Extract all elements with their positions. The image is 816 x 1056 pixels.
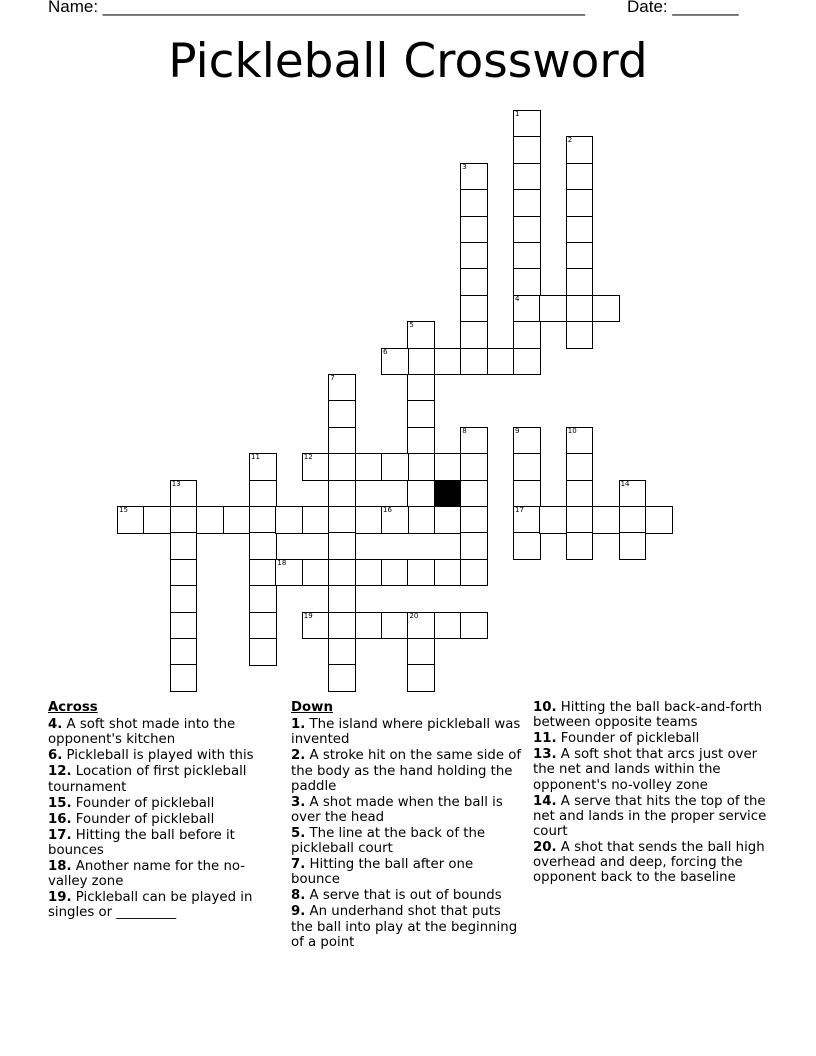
clue-text: Hitting the ball back-and-forth between opposite teams	[533, 700, 763, 731]
grid-cell[interactable]	[249, 559, 277, 587]
grid-cell[interactable]	[566, 427, 594, 455]
grid-cell[interactable]	[328, 506, 356, 534]
grid-cell[interactable]	[302, 453, 330, 481]
grid-cell[interactable]	[513, 136, 541, 164]
grid-cell[interactable]	[170, 480, 198, 508]
grid-cell[interactable]	[275, 559, 303, 587]
clue-number: 6	[383, 347, 388, 356]
grid-cell[interactable]	[170, 532, 198, 560]
grid-cell[interactable]	[460, 163, 488, 191]
clue-number: 15	[119, 506, 128, 514]
grid-cell[interactable]	[170, 612, 198, 640]
grid-cell[interactable]	[407, 506, 435, 534]
grid-cell[interactable]	[513, 321, 541, 349]
clue-number: 12	[303, 453, 313, 462]
grid-cell[interactable]	[566, 321, 594, 349]
grid-cell[interactable]	[328, 427, 356, 455]
clue-number: 8	[462, 426, 467, 435]
grid-cell[interactable]	[328, 400, 356, 428]
clue-item	[48, 764, 273, 794]
grid-cell[interactable]	[460, 427, 488, 455]
grid-cell[interactable]	[170, 585, 198, 613]
clue-text: Founder of pickleball	[71, 795, 215, 811]
grid-cell[interactable]	[566, 216, 594, 244]
clue-text: Location of first pickleball tournament	[48, 764, 247, 795]
grid-cell[interactable]	[460, 506, 488, 534]
clue-number-label: 12.	[48, 764, 72, 780]
grid-cell[interactable]	[275, 506, 303, 534]
down-clues-continued	[533, 700, 773, 886]
grid-cell[interactable]	[170, 638, 198, 666]
clue-number: 10	[567, 426, 577, 435]
grid-cell[interactable]	[407, 400, 435, 428]
grid-cell[interactable]	[566, 532, 594, 560]
grid-cell[interactable]	[513, 532, 541, 560]
clue-item	[48, 796, 273, 811]
grid-cell[interactable]	[407, 427, 435, 455]
clue-number-label: 10.	[533, 700, 557, 715]
clue-number-label: 11.	[533, 731, 557, 747]
clue-number: 4	[515, 294, 520, 303]
across-clues	[48, 700, 273, 921]
grid-cell[interactable]	[328, 612, 356, 640]
clue-number-label: 16.	[48, 811, 72, 827]
clue-number-label: 2.	[291, 748, 306, 764]
grid-cell[interactable]	[381, 559, 409, 587]
grid-cell[interactable]	[566, 268, 594, 296]
grid-cell[interactable]	[381, 506, 409, 534]
grid-cell[interactable]	[460, 559, 488, 587]
clue-text: A serve that is out of bounds	[305, 888, 502, 904]
clue-text: A stroke hit on the same side of the body as the hand holding the paddle	[291, 748, 522, 794]
grid-cell[interactable]	[302, 506, 330, 534]
across-heading: Across	[48, 700, 98, 715]
grid-cell[interactable]	[328, 453, 356, 481]
grid-cell[interactable]	[487, 348, 515, 376]
clue-text: A soft shot that arcs just over the net and lands within the opponent's no-volley zone	[533, 747, 758, 793]
clue-number: 1	[515, 110, 520, 118]
clue-number: 13	[171, 479, 181, 488]
grid-cell[interactable]	[355, 506, 383, 534]
clue-item	[533, 731, 773, 746]
down-clues	[291, 700, 523, 951]
clue-item	[291, 826, 523, 856]
grid-cell[interactable]	[170, 664, 198, 692]
grid-cell[interactable]	[539, 506, 567, 534]
grid-cell[interactable]	[381, 612, 409, 640]
clue-number-label: 19.	[48, 890, 72, 906]
grid-cell[interactable]	[434, 348, 462, 376]
clue-number-label: 9.	[291, 904, 306, 920]
grid-cell[interactable]	[513, 216, 541, 244]
clue-item	[48, 890, 273, 920]
grid-cell[interactable]	[513, 110, 541, 138]
clue-item	[48, 859, 273, 889]
grid-cell[interactable]	[513, 453, 541, 481]
grid-cell[interactable]	[117, 506, 145, 534]
grid-cell[interactable]	[407, 374, 435, 402]
clue-number: 14	[620, 479, 630, 488]
clue-text: A shot made when the ball is over the head	[291, 794, 503, 826]
clue-item	[533, 840, 773, 886]
clue-number: 19	[303, 611, 313, 620]
grid-cell[interactable]	[460, 189, 488, 217]
grid-cell[interactable]	[407, 638, 435, 666]
clue-text: Pickleball can be played in singles or _________	[48, 890, 253, 921]
grid-cell[interactable]	[619, 532, 647, 560]
grid-cell[interactable]	[513, 348, 541, 376]
grid-cell[interactable]	[249, 612, 277, 640]
grid-cell[interactable]	[619, 506, 647, 534]
grid-cell[interactable]	[381, 453, 409, 481]
grid-cell[interactable]	[460, 480, 488, 508]
clue-number: 17	[515, 506, 524, 514]
grid-cell[interactable]	[460, 321, 488, 349]
black-cell	[434, 480, 462, 508]
grid-cell[interactable]	[328, 559, 356, 587]
grid-cell[interactable]	[143, 506, 171, 534]
grid-cell[interactable]	[566, 295, 594, 323]
grid-cell[interactable]	[407, 559, 435, 587]
grid-cell[interactable]	[513, 427, 541, 455]
clue-number-label: 20.	[533, 840, 557, 856]
grid-cell[interactable]	[566, 136, 594, 164]
grid-cell[interactable]	[513, 506, 541, 534]
clue-item	[533, 794, 773, 840]
grid-cell[interactable]	[513, 480, 541, 508]
clue-number-label: 6.	[48, 748, 63, 764]
grid-cell[interactable]	[407, 664, 435, 692]
name-field-label: Name: ___________________________________________________	[48, 0, 585, 16]
grid-cell[interactable]	[566, 480, 594, 508]
grid-cell[interactable]	[249, 506, 277, 534]
clue-item	[48, 812, 273, 827]
clue-text: Founder of pickleball	[556, 731, 700, 747]
clue-text: Founder of pickleball	[71, 811, 215, 827]
grid-cell[interactable]	[328, 664, 356, 692]
clue-number-label: 17.	[48, 827, 72, 843]
clue-item	[48, 717, 273, 747]
clue-text: The line at the back of the pickleball court	[291, 826, 486, 857]
grid-cell[interactable]	[434, 612, 462, 640]
page-title: Pickleball Crossword	[168, 34, 648, 89]
grid-cell[interactable]	[460, 242, 488, 270]
clue-number: 3	[462, 162, 467, 171]
grid-cell[interactable]	[513, 189, 541, 217]
grid-cell[interactable]	[460, 348, 488, 376]
clue-number: 7	[330, 374, 335, 382]
grid-cell[interactable]	[460, 216, 488, 244]
grid-cell[interactable]	[566, 242, 594, 270]
date-field-label: Date: _______	[627, 0, 739, 16]
grid-cell[interactable]	[249, 453, 277, 481]
grid-cell[interactable]	[566, 189, 594, 217]
grid-cell[interactable]	[328, 532, 356, 560]
grid-cell[interactable]	[223, 506, 251, 534]
grid-cell[interactable]	[249, 532, 277, 560]
grid-cell[interactable]	[460, 612, 488, 640]
clue-text: A shot that sends the ball high overhead and deep, forcing the opponent back to the baseline	[533, 840, 765, 886]
grid-cell[interactable]	[328, 585, 356, 613]
grid-cell[interactable]	[302, 559, 330, 587]
grid-cell[interactable]	[407, 612, 435, 640]
clue-number-label: 7.	[291, 857, 306, 873]
grid-cell[interactable]	[513, 163, 541, 191]
clue-item	[48, 828, 273, 858]
grid-cell[interactable]	[355, 612, 383, 640]
clue-number-label: 3.	[291, 794, 306, 810]
grid-cell[interactable]	[513, 295, 541, 323]
clue-item	[291, 717, 523, 747]
clue-number: 9	[515, 426, 520, 435]
clue-text: Hitting the ball after one bounce	[291, 857, 474, 888]
clue-item	[291, 904, 523, 950]
grid-cell[interactable]	[170, 506, 198, 534]
clue-item	[533, 747, 773, 793]
grid-cell[interactable]	[566, 506, 594, 534]
grid-cell[interactable]	[460, 532, 488, 560]
clue-number: 20	[409, 611, 419, 620]
down-heading: Down	[291, 700, 333, 715]
grid-cell[interactable]	[434, 453, 462, 481]
clue-item	[291, 795, 523, 825]
clue-number-label: 14.	[533, 793, 557, 809]
grid-cell[interactable]	[249, 638, 277, 666]
grid-cell[interactable]	[434, 506, 462, 534]
grid-cell[interactable]	[539, 295, 567, 323]
clue-item	[291, 888, 523, 903]
clue-item	[533, 700, 773, 730]
clue-number: 11	[251, 453, 260, 462]
clue-number: 16	[383, 506, 392, 514]
grid-cell[interactable]	[460, 295, 488, 323]
grid-cell[interactable]	[592, 295, 620, 323]
grid-cell[interactable]	[407, 480, 435, 508]
grid-cell[interactable]	[407, 348, 435, 376]
grid-cell[interactable]	[302, 612, 330, 640]
clue-item	[291, 748, 523, 794]
grid-cell[interactable]	[355, 453, 383, 481]
grid-cell[interactable]	[460, 268, 488, 296]
clue-number-label: 13.	[533, 747, 557, 763]
grid-cell[interactable]	[513, 268, 541, 296]
clue-number-label: 8.	[291, 888, 306, 904]
clue-number: 5	[409, 321, 414, 330]
clue-text: An underhand shot that puts the ball into play at the beginning of a point	[291, 904, 518, 950]
grid-cell[interactable]	[196, 506, 224, 534]
clue-item	[48, 748, 273, 763]
grid-cell[interactable]	[434, 559, 462, 587]
clue-text: A serve that hits the top of the net and lands in the proper service court	[533, 793, 767, 840]
clue-text: Another name for the no-valley zone	[48, 858, 246, 890]
clue-text: A soft shot made into the opponent's kitchen	[48, 717, 236, 748]
grid-cell[interactable]	[355, 559, 383, 587]
grid-cell[interactable]	[460, 453, 488, 481]
grid-cell[interactable]	[328, 638, 356, 666]
grid-cell[interactable]	[170, 559, 198, 587]
grid-cell[interactable]	[592, 506, 620, 534]
grid-cell[interactable]	[407, 321, 435, 349]
clue-number: 2	[567, 136, 573, 145]
clue-number-label: 18.	[48, 858, 72, 874]
clue-number-label: 15.	[48, 795, 72, 811]
clue-number-label: 5.	[291, 826, 306, 842]
clue-text: The island where pickleball was invented	[291, 717, 521, 748]
clue-number: 18	[277, 558, 287, 567]
grid-cell[interactable]	[566, 453, 594, 481]
grid-cell[interactable]	[645, 506, 673, 534]
grid-cell[interactable]	[381, 348, 409, 376]
grid-cell[interactable]	[328, 374, 356, 402]
clue-text: Pickleball is played with this	[62, 748, 254, 764]
clue-number-label: 4.	[48, 717, 63, 733]
grid-cell[interactable]	[328, 480, 356, 508]
clue-number-label: 1.	[291, 717, 306, 733]
clue-item	[291, 857, 523, 887]
grid-cell[interactable]	[249, 480, 277, 508]
grid-cell[interactable]	[619, 480, 647, 508]
grid-cell[interactable]	[407, 453, 435, 481]
grid-cell[interactable]	[249, 585, 277, 613]
clue-text: Hitting the ball before it bounces	[48, 827, 235, 858]
grid-cell[interactable]	[513, 242, 541, 270]
grid-cell[interactable]	[566, 163, 594, 191]
